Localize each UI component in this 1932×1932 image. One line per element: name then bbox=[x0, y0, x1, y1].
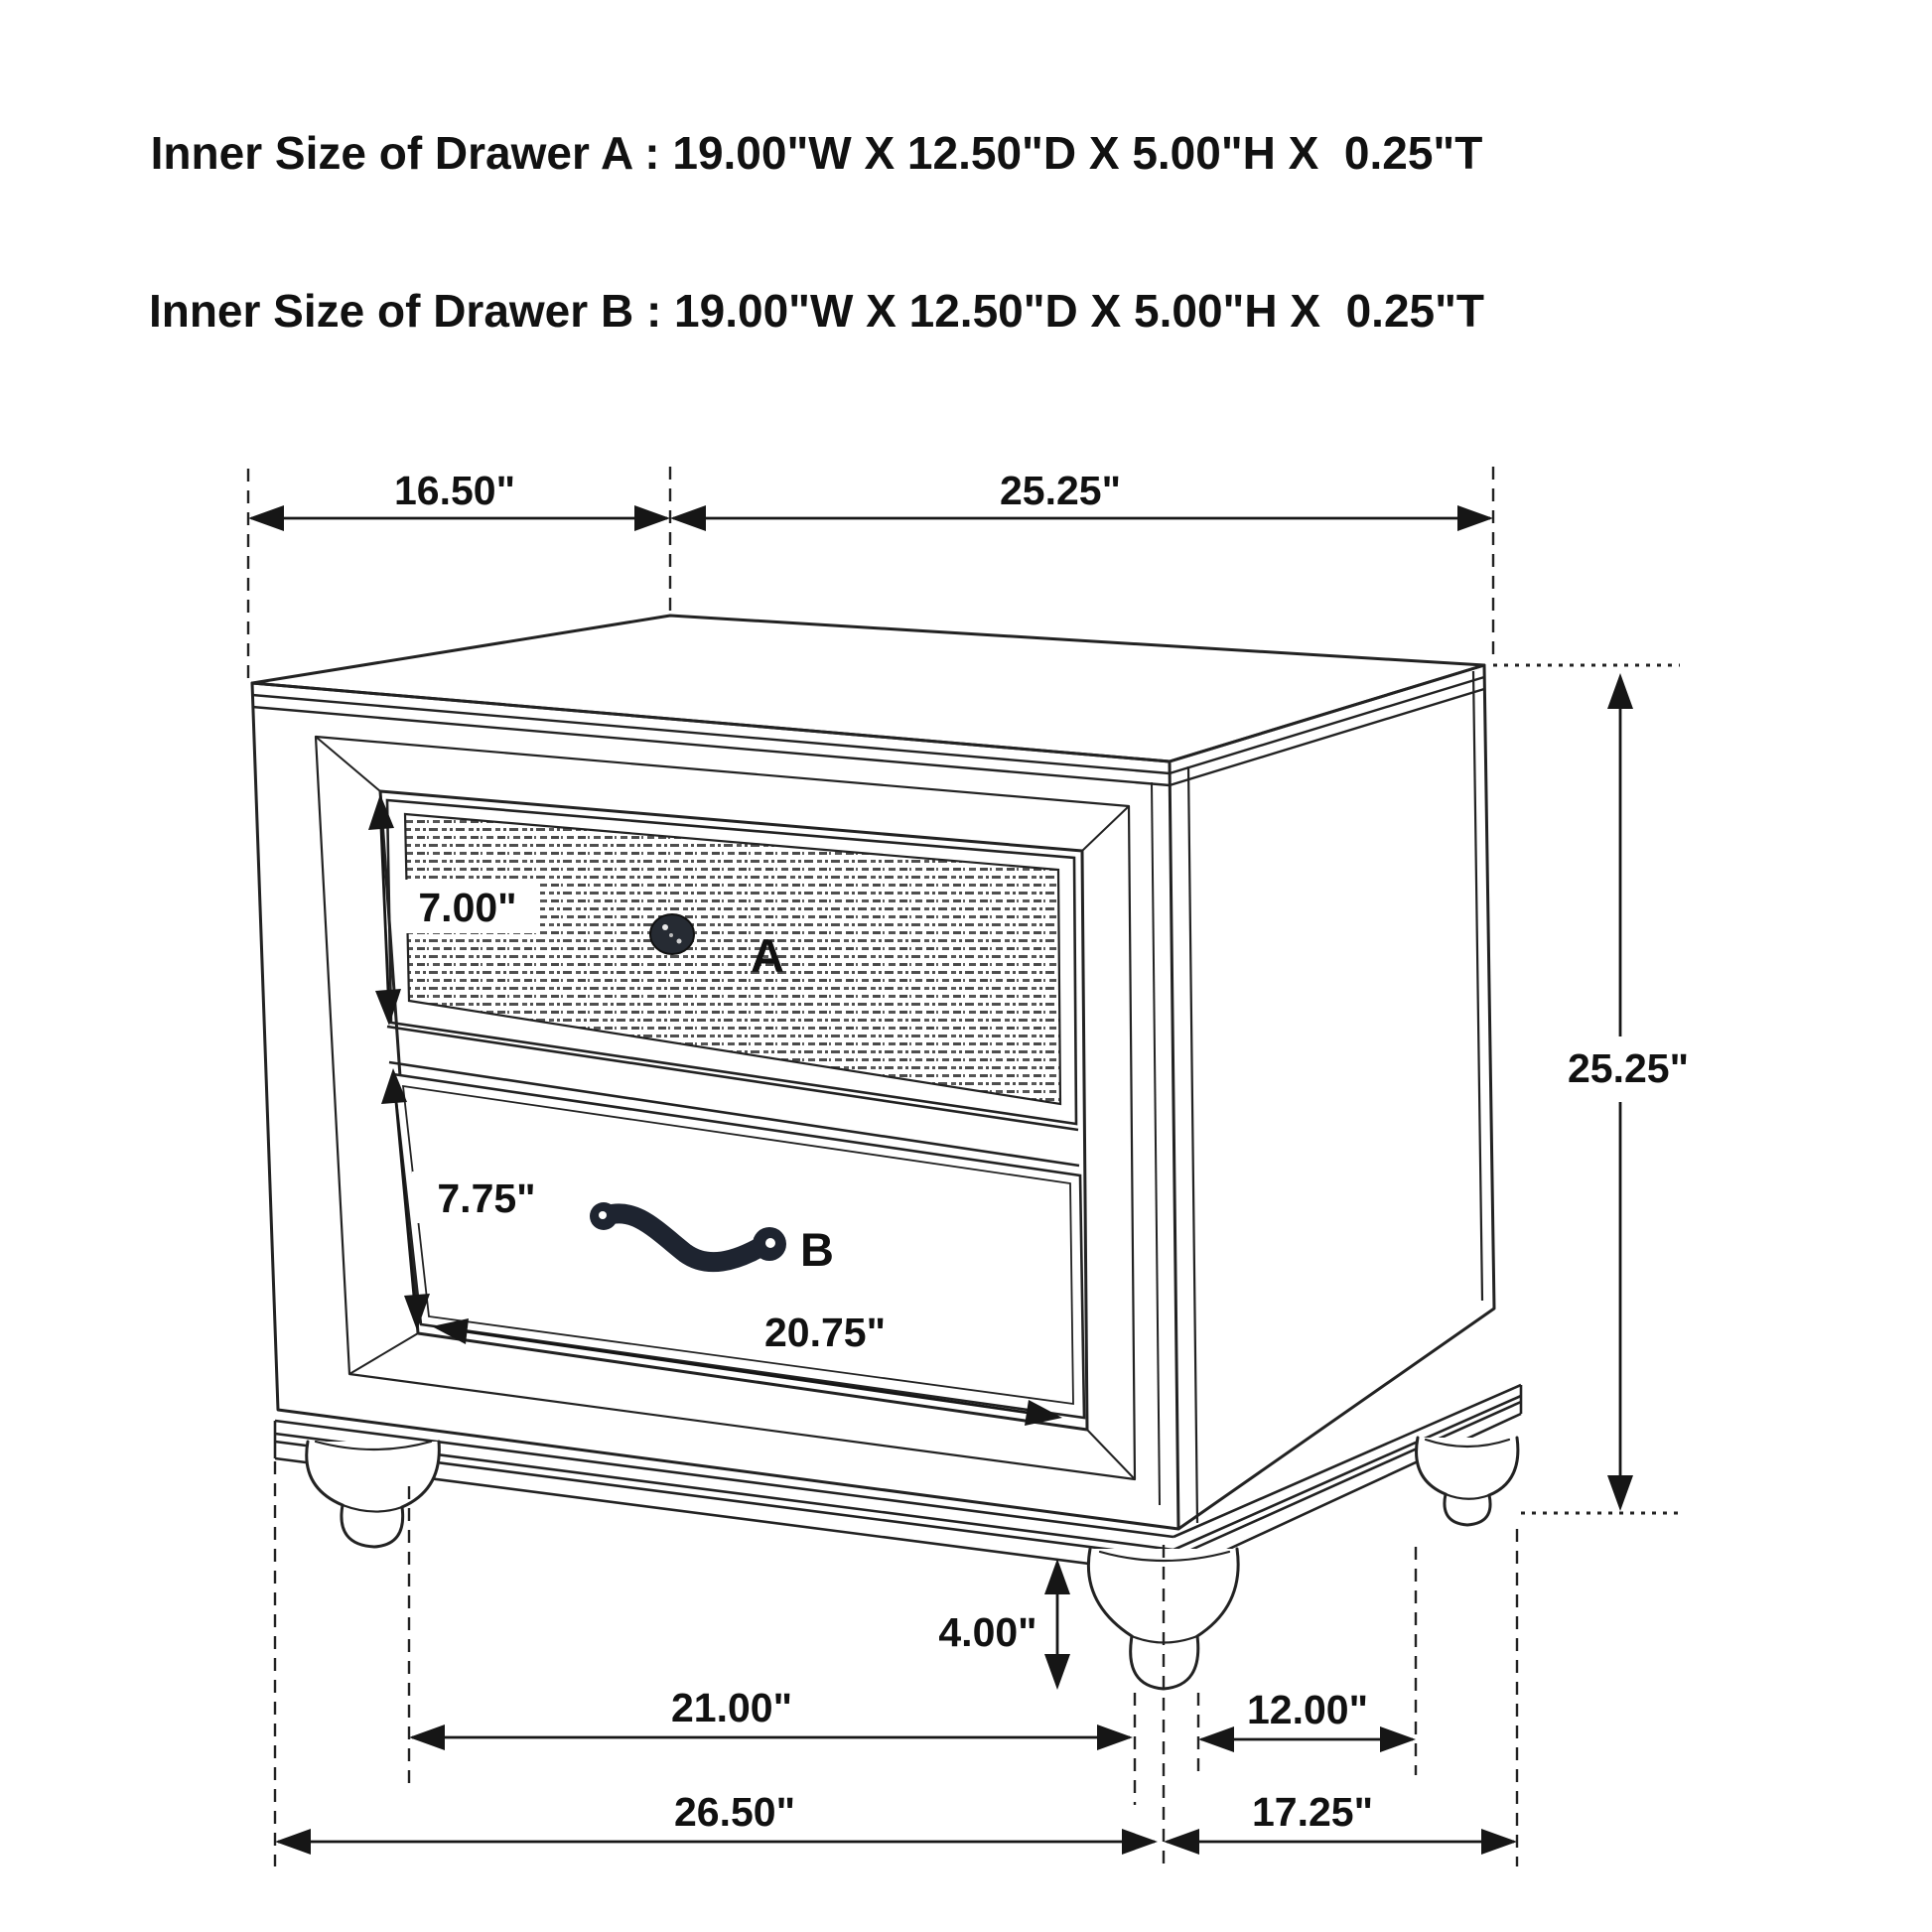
base-molding bbox=[275, 1385, 1521, 1575]
dim-overall-height bbox=[1568, 673, 1689, 1511]
dim-side-inner-depth bbox=[1198, 1687, 1416, 1752]
cabinet-top-face bbox=[252, 616, 1484, 761]
drawer-a-label: A bbox=[751, 929, 784, 982]
svg-text:12.00": 12.00" bbox=[1246, 1687, 1369, 1732]
svg-text:17.25": 17.25" bbox=[1251, 1789, 1374, 1835]
svg-text:21.00": 21.00" bbox=[670, 1685, 793, 1730]
dim-top-depth bbox=[248, 468, 670, 531]
svg-text:4.00": 4.00" bbox=[938, 1609, 1037, 1655]
front-left-foot bbox=[307, 1442, 440, 1547]
dim-front-inner-width bbox=[409, 1685, 1133, 1750]
back-right-foot bbox=[1417, 1438, 1518, 1525]
title-line-drawer-b: Inner Size of Drawer B : 19.00"W X 12.50"D X 5.00"H X 0.25"T bbox=[148, 285, 1485, 337]
drawer-b bbox=[393, 1074, 1084, 1418]
feet bbox=[307, 1438, 1518, 1689]
svg-text:16.50": 16.50" bbox=[393, 468, 516, 513]
dim-front-overall-width bbox=[275, 1789, 1158, 1855]
dim-side-overall-depth bbox=[1164, 1789, 1517, 1855]
svg-text:20.75": 20.75" bbox=[763, 1310, 887, 1355]
svg-text:25.25": 25.25" bbox=[999, 468, 1122, 513]
svg-text:7.75": 7.75" bbox=[437, 1175, 536, 1221]
svg-text:25.25": 25.25" bbox=[1567, 1045, 1690, 1091]
svg-text:26.50": 26.50" bbox=[673, 1789, 796, 1835]
dim-leg-height bbox=[938, 1559, 1070, 1690]
title-line-drawer-a: Inner Size of Drawer A : 19.00"W X 12.50"D X 5.00"H X 0.25"T bbox=[150, 127, 1483, 179]
cabinet-side-panel bbox=[1170, 665, 1494, 1529]
drawer-b-label: B bbox=[800, 1223, 834, 1276]
svg-text:7.00": 7.00" bbox=[418, 885, 517, 930]
dim-top-width bbox=[670, 468, 1493, 531]
drawer-a-glitter-panel bbox=[405, 814, 1060, 1104]
drawer-a bbox=[387, 800, 1076, 1124]
drawer-a-knob bbox=[650, 914, 694, 954]
